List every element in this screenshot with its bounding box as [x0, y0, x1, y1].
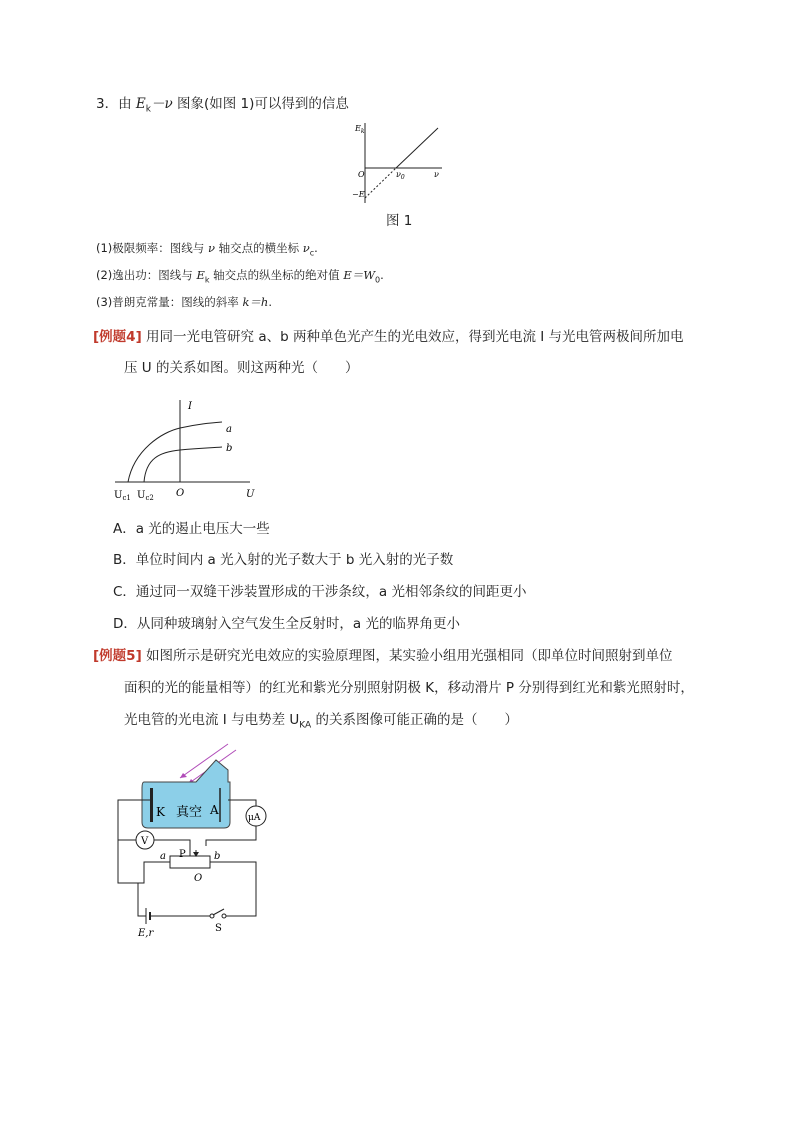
voltmeter-label: V	[141, 836, 149, 847]
example-4-line-2: 压 U 的关系如图。则这两种光（ ）	[124, 360, 359, 376]
origin-label: O	[358, 170, 365, 179]
curve-b	[144, 447, 222, 482]
rheostat-left-wire	[136, 862, 170, 883]
example-5-line-3: 光电管的光电流 I 与电势差 $U_{KA}$ 的关系图像可能正确的是（ ）	[124, 712, 518, 731]
example-4-line-1: [例题4] 用同一光电管研究 a、b 两种单色光产生的光电效应，得到光电流 I 与光电管两极间所加电	[93, 329, 684, 345]
switch-lever	[213, 909, 224, 915]
uc2-label: $U_{c2}$	[137, 490, 154, 502]
slider-wire	[206, 840, 234, 846]
source-label: E,r	[138, 928, 154, 938]
rheostat-right-wire	[210, 862, 256, 916]
example-5-line-1: [例题5] 如图所示是研究光电效应的实验原理图，某实验小组用光强相同（即单位时间照射到单位	[93, 648, 673, 664]
example-5-tag: [例题5]	[93, 648, 142, 664]
a-label: a	[226, 424, 232, 435]
example-4-option-b: B．单位时间内 a 光入射的光子数大于 b 光入射的光子数	[113, 552, 454, 568]
point-1: (1)极限频率：图线与 ν 轴交点的横坐标 $\nu_c$.	[96, 241, 318, 258]
k-label: K	[156, 805, 165, 819]
uc1-label: $U_{c1}$	[114, 490, 131, 502]
switch-label: S	[215, 923, 222, 934]
example-4-option-c: C．通过同一双缝干涉装置形成的干涉条纹，a 光相邻条纹的间距更小	[113, 584, 527, 600]
example-4-tag: [例题4]	[93, 329, 142, 345]
a-electrode-label: A	[210, 803, 219, 817]
switch-contact-right	[222, 914, 226, 918]
ammeter-down-wire	[234, 826, 256, 840]
neg-e-label: −E	[352, 190, 365, 199]
section-number: 3．	[96, 96, 119, 112]
section-3-heading: 3．由 $E_k-\nu$ 图象(如图 1)可以得到的信息	[96, 96, 349, 115]
ek-line	[396, 128, 438, 168]
o-label: O	[194, 873, 203, 884]
o-label: O	[176, 488, 185, 499]
figure-1-caption: 图 1	[386, 213, 413, 229]
example-4-iu-graph	[110, 392, 270, 504]
example-4-option-d: D．从同种玻璃射入空气发生全反射时，a 光的临界角更小	[113, 616, 460, 632]
y-label: $E_k$	[355, 124, 365, 135]
cathode-plate	[150, 788, 153, 822]
bottom-left-wire	[130, 883, 146, 916]
x-label: ν	[434, 170, 439, 179]
rheostat	[170, 856, 210, 868]
p-label: P	[179, 849, 186, 860]
b-label: b	[226, 443, 233, 454]
point-2: (2)逸出功：图线与 $E_k$ 轴交点的纵坐标的绝对值 $E=W_0$.	[96, 268, 384, 285]
vacuum-label: 真空	[176, 805, 203, 820]
rheostat-b-label: b	[214, 851, 221, 862]
nu0-label: $\nu_0$	[396, 170, 405, 181]
figure-1-ek-nu-graph	[350, 118, 450, 208]
curve-a	[128, 422, 222, 482]
ek-dashed-extension	[365, 168, 396, 198]
microammeter-label: μA	[248, 813, 261, 823]
rheostat-a-label: a	[160, 851, 166, 862]
u-label: U	[246, 489, 255, 500]
i-label: I	[188, 401, 192, 412]
point-3: (3)普朗克常量：图线的斜率 k＝h.	[96, 295, 272, 309]
example-4-option-a: A．a 光的遏止电压大一些	[113, 521, 270, 537]
right-top-wire	[228, 800, 256, 806]
example-5-line-2: 面积的光的能量相等）的红光和紫光分别照射阴极 K，移动滑片 P 分别得到红光和紫光照射时，	[124, 680, 694, 696]
example-5-circuit	[110, 738, 280, 938]
